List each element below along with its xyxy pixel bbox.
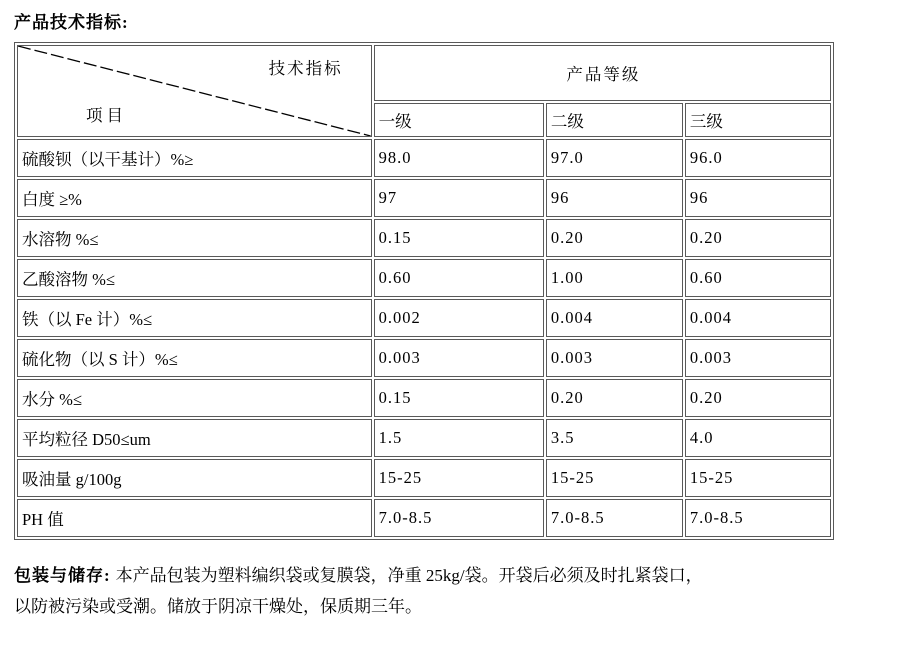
grade-col-3: 三级	[685, 103, 831, 137]
row-value: 0.003	[546, 339, 683, 377]
row-value: 0.002	[374, 299, 544, 337]
row-value: 3.5	[546, 419, 683, 457]
row-value: 0.15	[374, 379, 544, 417]
table-row	[17, 259, 831, 297]
row-value: 0.003	[685, 339, 831, 377]
row-label: 水分 %≤	[17, 379, 372, 417]
corner-label-indicator: 技术指标	[268, 59, 343, 78]
row-value: 0.20	[546, 379, 683, 417]
row-value: 1.5	[374, 419, 544, 457]
row-label: 水溶物 %≤	[17, 219, 372, 257]
row-value: 96.0	[685, 139, 831, 177]
row-value: 0.20	[685, 379, 831, 417]
header-row-1	[17, 45, 831, 101]
row-label: PH 值	[17, 499, 372, 537]
row-value: 96	[546, 179, 683, 217]
table-row	[17, 139, 831, 177]
row-value: 7.0-8.5	[374, 499, 544, 537]
row-value: 0.004	[685, 299, 831, 337]
row-label: 硫化物（以 S 计）%≤	[17, 339, 372, 377]
row-value: 15-25	[685, 459, 831, 497]
page-title: 产品技术指标:	[14, 13, 129, 32]
grade-header-cell: 产品等级	[374, 45, 831, 101]
corner-label-item: 项目	[86, 106, 127, 125]
row-value: 0.20	[685, 219, 831, 257]
table-row	[17, 499, 831, 537]
row-value: 7.0-8.5	[546, 499, 683, 537]
row-value: 97.0	[546, 139, 683, 177]
row-value: 0.003	[374, 339, 544, 377]
storage-text-line2: 以防被污染或受潮。储放于阴凉干燥处，保质期三年。	[14, 597, 422, 616]
row-label: 白度 ≥%	[17, 179, 372, 217]
storage-paragraph	[14, 560, 874, 622]
row-value: 15-25	[374, 459, 544, 497]
table-row	[17, 419, 831, 457]
grade-col-1: 一级	[374, 103, 544, 137]
row-label: 铁（以 Fe 计）%≤	[17, 299, 372, 337]
row-value: 0.60	[685, 259, 831, 297]
corner-cell	[17, 45, 372, 137]
grade-col-2: 二级	[546, 103, 683, 137]
row-value: 15-25	[546, 459, 683, 497]
table-row	[17, 379, 831, 417]
row-value: 4.0	[685, 419, 831, 457]
row-value: 0.60	[374, 259, 544, 297]
row-value: 1.00	[546, 259, 683, 297]
row-label: 吸油量 g/100g	[17, 459, 372, 497]
row-label: 乙酸溶物 %≤	[17, 259, 372, 297]
row-value: 97	[374, 179, 544, 217]
row-value: 96	[685, 179, 831, 217]
table-row	[17, 179, 831, 217]
row-value: 0.15	[374, 219, 544, 257]
table-row	[17, 339, 831, 377]
row-value: 98.0	[374, 139, 544, 177]
spec-table	[14, 42, 834, 540]
row-label: 平均粒径 D50≤um	[17, 419, 372, 457]
table-row	[17, 459, 831, 497]
row-value: 0.004	[546, 299, 683, 337]
table-row	[17, 219, 831, 257]
storage-label: 包装与储存:	[14, 566, 111, 585]
row-label: 硫酸钡（以干基计）%≥	[17, 139, 372, 177]
table-row	[17, 299, 831, 337]
row-value: 0.20	[546, 219, 683, 257]
row-value: 7.0-8.5	[685, 499, 831, 537]
storage-text-line1: 本产品包装为塑料编织袋或复膜袋，净重 25kg/袋。开袋后必须及时扎紧袋口，	[115, 566, 703, 585]
